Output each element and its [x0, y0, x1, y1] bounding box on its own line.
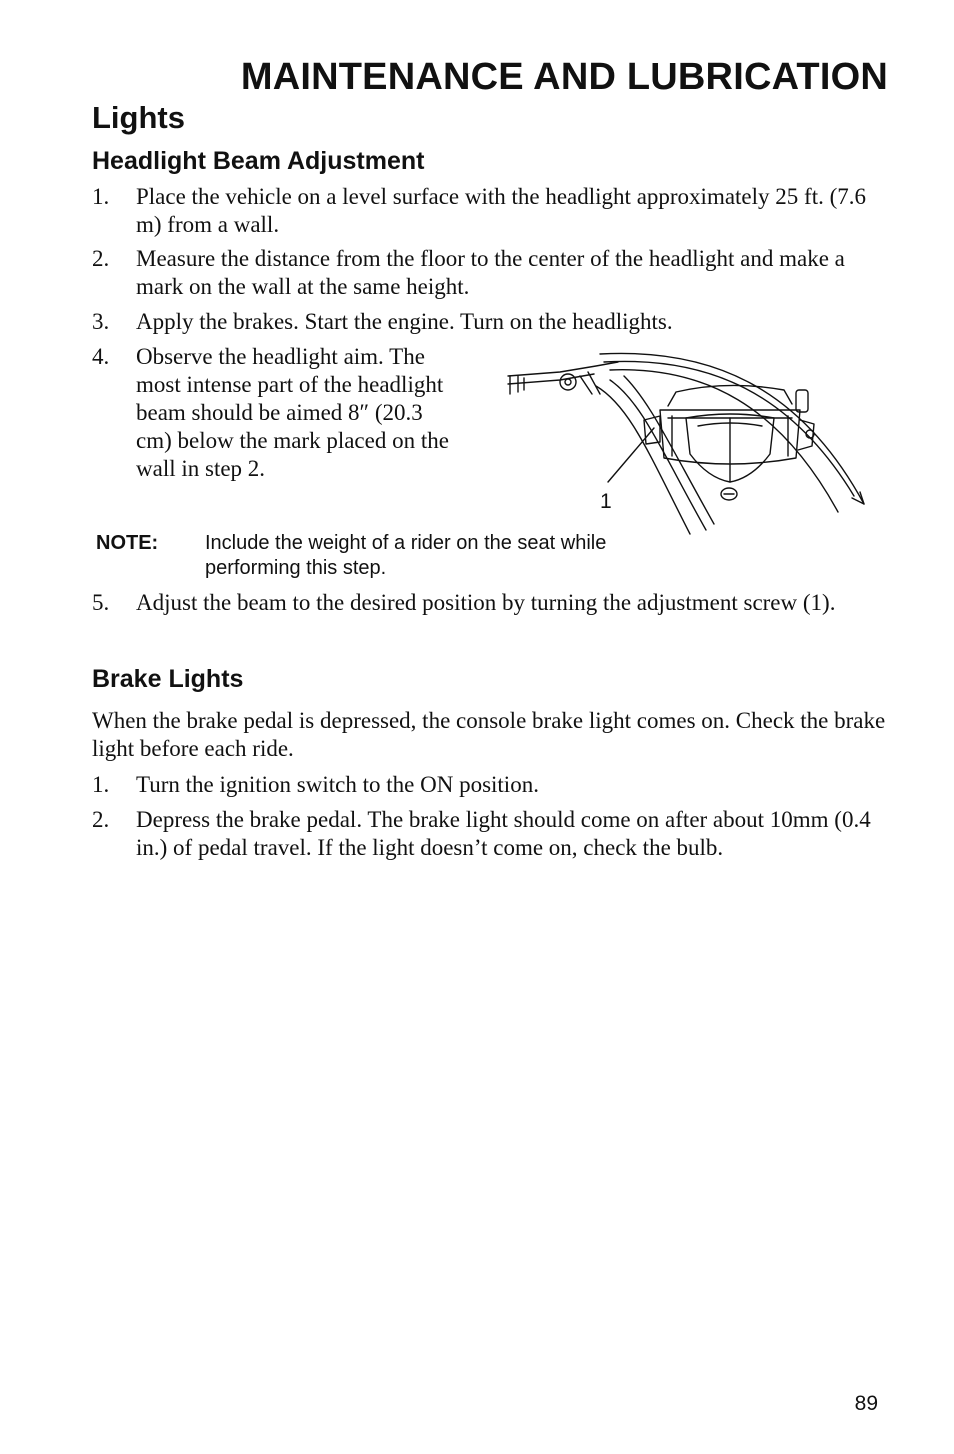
step-number: 5. [92, 590, 110, 615]
headlight-adjustment-figure [500, 346, 872, 538]
headlight-step-1 [92, 183, 882, 239]
step-text: Observe the headlight aim. The most intense part of the headlight beam should be aimed 8″ (20.3 cm) below the mark placed on the wall in step 2. [136, 344, 449, 481]
step-number: 3. [92, 309, 110, 334]
step-text: Measure the distance from the floor to the center of the headlight and make a mark on the wall at the same height. [136, 246, 845, 299]
step-text: Apply the brakes. Start the engine. Turn on the headlights. [136, 309, 673, 334]
headlight-step-5 [92, 589, 892, 617]
step-number: 2. [92, 246, 110, 271]
brake-step-2 [92, 806, 892, 862]
step-number: 2. [92, 807, 110, 832]
step-number: 4. [92, 344, 110, 369]
chapter-title: MAINTENANCE AND LUBRICATION [240, 56, 888, 98]
brake-lights-intro: When the brake pedal is depressed, the console brake light comes on. Check the brake light before each ride. [92, 708, 886, 761]
note-block [96, 531, 616, 581]
section-title: Lights [92, 100, 185, 135]
step-text: Turn the ignition switch to the ON position. [136, 772, 539, 797]
note-label: NOTE: [96, 532, 159, 554]
headlight-beam-adjustment-heading: Headlight Beam Adjustment [92, 147, 425, 175]
step-text: Depress the brake pedal. The brake light should come on after about 10mm (0.4 in.) of pedal travel. If the light doesn’t come on, check the bulb. [136, 807, 871, 860]
step-text: Adjust the beam to the desired position by turning the adjustment screw (1). [136, 590, 836, 615]
step-number: 1. [92, 184, 110, 209]
step-text: Place the vehicle on a level surface with the headlight approximately 25 ft. (7.6 m) from a wall. [136, 184, 866, 237]
page-number: 89 [854, 1392, 878, 1415]
brake-step-1 [92, 771, 892, 799]
headlight-step-3 [92, 308, 892, 336]
figure-callout-label: 1 [600, 490, 612, 513]
headlight-step-4 [92, 343, 462, 483]
note-text: Include the weight of a rider on the seat while performing this step. [205, 532, 607, 579]
step-number: 1. [92, 772, 110, 797]
brake-lights-heading: Brake Lights [92, 665, 244, 693]
headlight-step-2 [92, 245, 882, 301]
